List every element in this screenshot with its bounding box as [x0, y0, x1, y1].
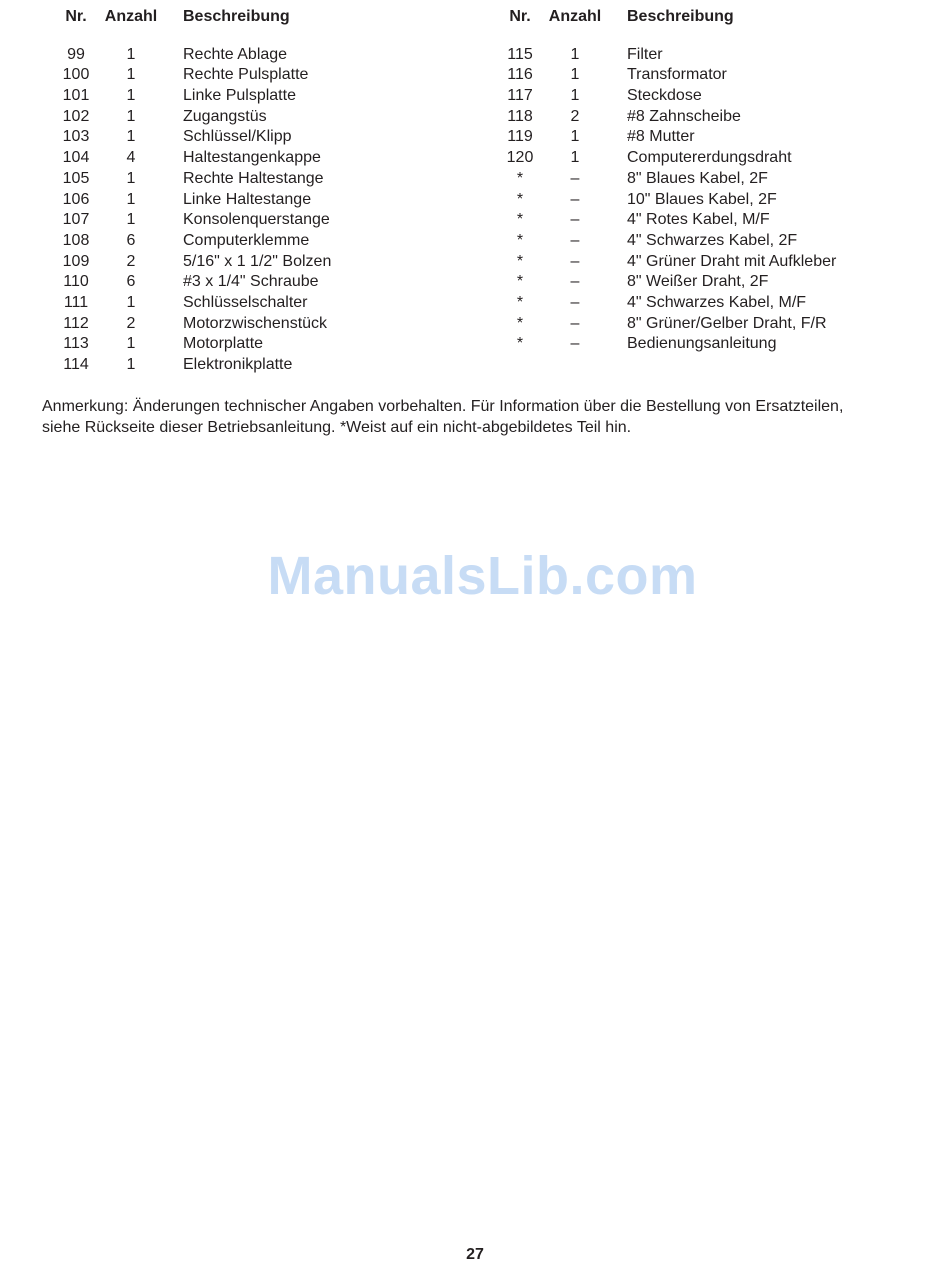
part-description: Linke Haltestange [183, 190, 312, 208]
part-quantity: 1 [570, 149, 580, 167]
part-number: * [516, 273, 524, 291]
part-number: * [516, 293, 524, 311]
table-row [486, 45, 926, 66]
part-description: Steckdose [627, 87, 702, 105]
part-number: 120 [506, 149, 534, 167]
part-number: 103 [62, 128, 90, 146]
part-number: 102 [62, 107, 90, 125]
part-quantity: 1 [126, 66, 136, 84]
part-number: 112 [63, 314, 89, 332]
table-row [486, 169, 926, 190]
parts-rows-right [486, 45, 926, 355]
part-description: #8 Zahnscheibe [627, 107, 741, 125]
part-quantity: 1 [126, 356, 136, 373]
table-row [486, 86, 926, 107]
part-description: 4" Schwarzes Kabel, 2F [627, 231, 798, 249]
part-description: Konsolenquerstange [183, 211, 330, 229]
part-quantity: – [570, 211, 580, 229]
part-quantity: 2 [570, 107, 580, 125]
part-quantity: 1 [126, 107, 136, 125]
table-row [42, 127, 482, 148]
table-row [486, 65, 926, 86]
part-quantity: 1 [126, 45, 136, 63]
part-description: Rechte Pulsplatte [183, 66, 309, 84]
part-quantity: 4 [126, 149, 136, 167]
part-quantity: – [570, 252, 580, 270]
table-row [486, 231, 926, 252]
part-quantity: – [570, 335, 580, 353]
table-row [42, 252, 482, 273]
part-quantity: 1 [126, 87, 136, 105]
part-number: 111 [63, 293, 89, 311]
part-quantity: 1 [126, 128, 136, 146]
part-number: * [516, 169, 524, 187]
part-number: * [516, 335, 524, 353]
watermark: ManualsLib.com [267, 546, 698, 606]
table-row [42, 148, 482, 169]
table-row [42, 272, 482, 293]
table-row [42, 293, 482, 314]
part-description: Linke Pulsplatte [183, 87, 296, 105]
part-description: Motorplatte [183, 335, 264, 353]
part-number: 101 [62, 87, 90, 105]
part-description: 8" Blaues Kabel, 2F [627, 169, 768, 187]
part-quantity: – [570, 314, 580, 332]
part-description: Filter [627, 45, 663, 63]
part-quantity: 1 [126, 211, 136, 229]
table-row [42, 190, 482, 211]
table-row [486, 107, 926, 128]
part-description: Computerklemme [183, 231, 310, 249]
part-quantity: 2 [126, 314, 136, 332]
table-row [42, 210, 482, 231]
part-number: * [516, 190, 524, 208]
part-number: 105 [62, 169, 90, 187]
part-quantity: 6 [126, 273, 136, 291]
part-number: 113 [63, 335, 89, 353]
part-quantity: – [570, 231, 580, 249]
part-quantity: 1 [126, 190, 136, 208]
part-description: Schlüssel/Klipp [183, 128, 292, 146]
part-quantity: 6 [126, 231, 136, 249]
header-qty: Anzahl [548, 8, 602, 25]
part-number: 109 [62, 252, 90, 270]
part-description: Computererdungsdraht [627, 149, 792, 167]
parts-table-right [486, 7, 926, 355]
footnote [42, 397, 922, 438]
part-description: 5/16" x 1 1/2" Bolzen [183, 252, 332, 270]
part-description: Bedienungsanleitung [627, 335, 777, 353]
table-row [486, 190, 926, 211]
table-row [42, 169, 482, 190]
part-quantity: – [570, 169, 580, 187]
table-row [486, 293, 926, 314]
part-description: 8" Grüner/Gelber Draht, F/R [627, 314, 827, 332]
table-row [486, 252, 926, 273]
part-quantity: 1 [126, 335, 136, 353]
parts-table-left [42, 7, 482, 376]
table-row [42, 86, 482, 107]
table-row [486, 334, 926, 355]
part-description: Zugangstüs [183, 107, 267, 125]
part-description: 4" Rotes Kabel, M/F [627, 211, 770, 229]
table-header [486, 7, 926, 28]
part-description: 4" Grüner Draht mit Aufkleber [627, 252, 837, 270]
part-number: 119 [507, 128, 533, 146]
table-row [42, 314, 482, 335]
page-number: 27 [466, 1246, 484, 1263]
part-quantity: – [570, 293, 580, 311]
part-quantity: – [570, 273, 580, 291]
part-quantity: 2 [126, 252, 136, 270]
part-quantity: – [570, 190, 580, 208]
header-desc: Beschreibung [183, 8, 290, 25]
parts-rows-left [42, 45, 482, 376]
footnote-line-1: Anmerkung: Änderungen technischer Angaben vorbehalten. Für Information über die Bestellung von Ersatzteilen, [42, 398, 844, 415]
part-description: #3 x 1/4" Schraube [183, 273, 319, 291]
table-row [486, 272, 926, 293]
table-row [486, 148, 926, 169]
part-description: Schlüsselschalter [183, 293, 308, 311]
table-row [42, 65, 482, 86]
table-row [42, 45, 482, 66]
part-description: Motorzwischenstück [183, 314, 328, 332]
part-number: 118 [507, 107, 533, 125]
table-row [42, 107, 482, 128]
part-number: * [516, 252, 524, 270]
table-header [42, 7, 482, 28]
part-quantity: 1 [126, 169, 136, 187]
table-row [42, 231, 482, 252]
part-number: * [516, 231, 524, 249]
part-number: 100 [62, 66, 90, 84]
part-description: 10" Blaues Kabel, 2F [627, 190, 777, 208]
part-quantity: 1 [570, 66, 580, 84]
part-number: 106 [62, 190, 90, 208]
part-description: Transformator [627, 66, 727, 84]
part-description: Elektronikplatte [183, 356, 293, 373]
header-nr: Nr. [65, 8, 87, 25]
table-row [486, 210, 926, 231]
part-description: #8 Mutter [627, 128, 695, 146]
part-number: 99 [67, 45, 85, 63]
table-row [486, 127, 926, 148]
part-number: 115 [507, 45, 533, 63]
part-number: 107 [62, 211, 90, 229]
part-quantity: 1 [570, 128, 580, 146]
table-row [42, 334, 482, 355]
part-number: 114 [63, 356, 89, 373]
part-number: * [516, 314, 524, 332]
part-description: Rechte Haltestange [183, 169, 324, 187]
part-number: * [516, 211, 524, 229]
table-row [42, 355, 482, 376]
part-quantity: 1 [570, 45, 580, 63]
part-quantity: 1 [126, 293, 136, 311]
part-description: 4" Schwarzes Kabel, M/F [627, 293, 807, 311]
header-qty: Anzahl [104, 8, 158, 25]
part-description: Rechte Ablage [183, 45, 288, 63]
part-number: 108 [62, 231, 90, 249]
footnote-line-2: siehe Rückseite dieser Betriebsanleitung. *Weist auf ein nicht-abgebildetes Teil hin. [42, 418, 632, 436]
part-description: Haltestangenkappe [183, 149, 321, 167]
header-desc: Beschreibung [627, 8, 734, 25]
table-row [486, 314, 926, 335]
header-nr: Nr. [509, 8, 531, 25]
part-quantity: 1 [570, 87, 580, 105]
part-description: 8" Weißer Draht, 2F [627, 273, 769, 291]
part-number: 116 [507, 66, 533, 84]
part-number: 110 [63, 273, 89, 291]
part-number: 117 [507, 87, 533, 105]
part-number: 104 [62, 149, 90, 167]
